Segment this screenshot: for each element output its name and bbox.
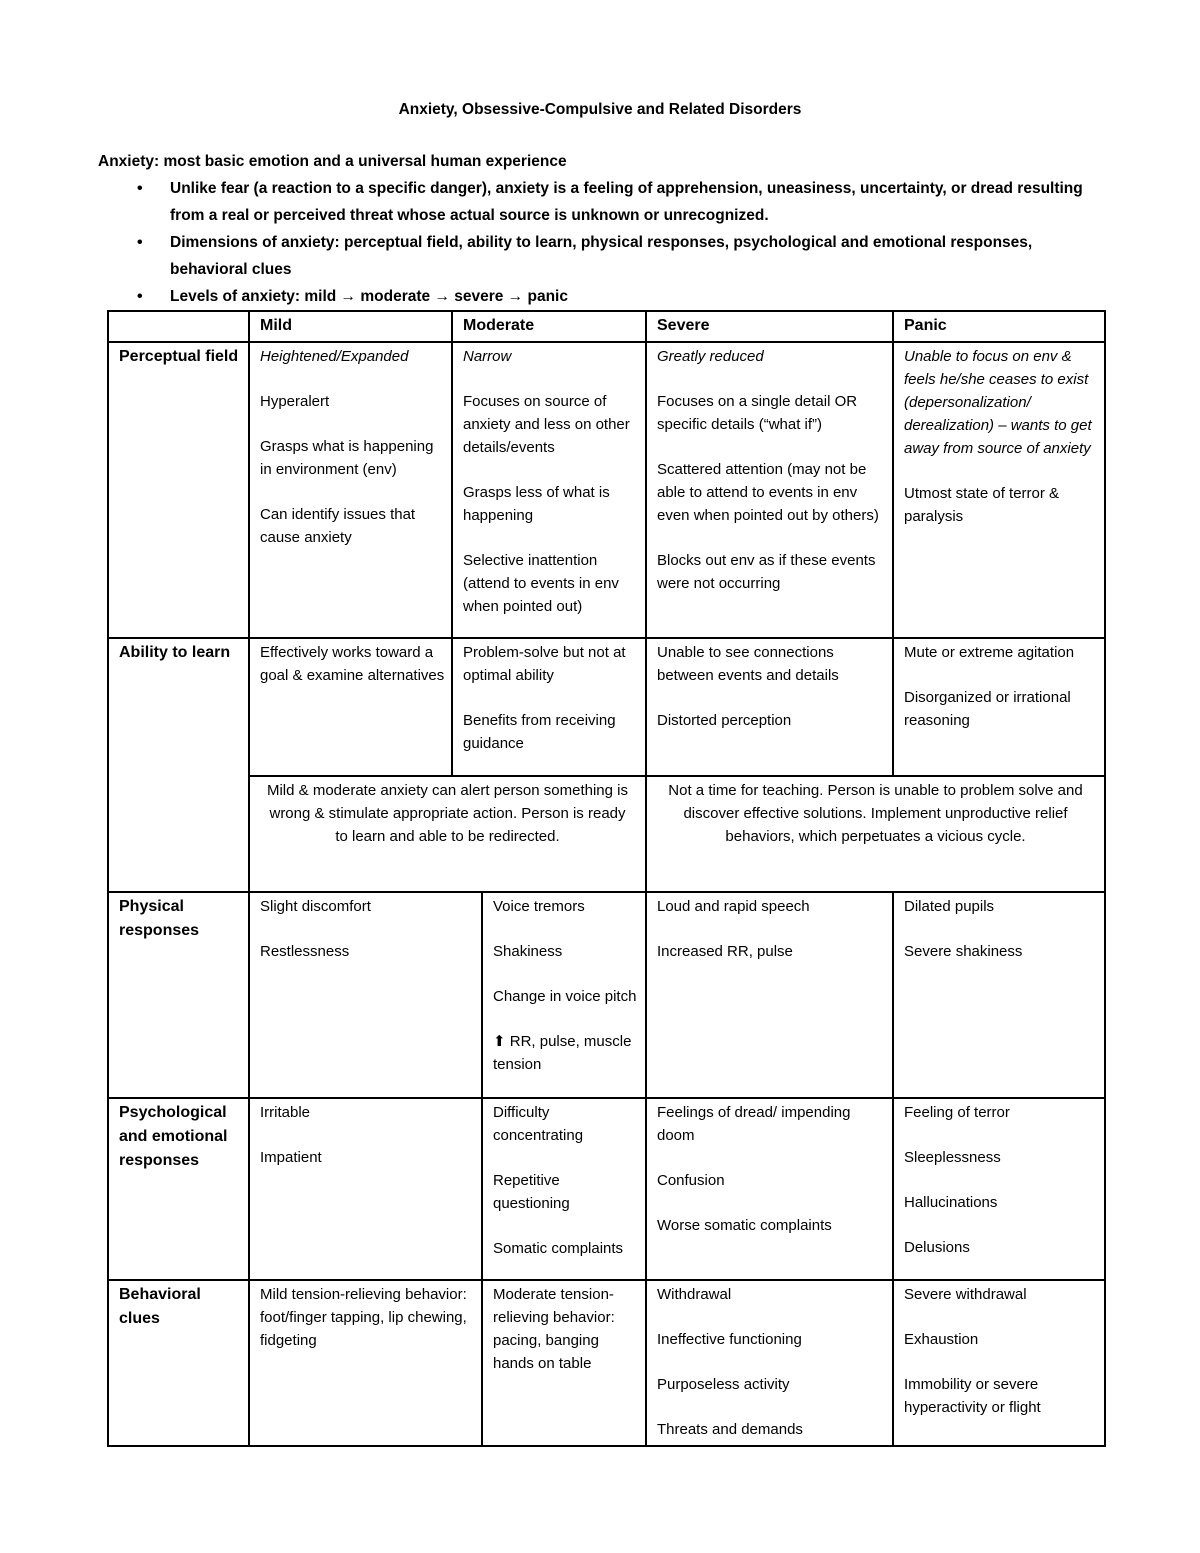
behavior-mild-item: Mild tension-relieving behavior: foot/finger tapping, lip chewing, fidgeting [260,1286,467,1349]
physical-severe-item: Increased RR, pulse [657,943,793,960]
anxiety-levels-table [107,310,1106,1447]
perceptual-severe [646,342,893,638]
bullet-fear-vs-anxiety: • Unlike fear (a reaction to a specific danger), anxiety is a feeling of apprehension, uneasiness, uncertainty, or dread resulting from a real or perceived threat whose actual source is unknown or unrecognized. [170,175,1108,229]
perceptual-moderate-item: Focuses on source of anxiety and less on other details/events [463,393,630,456]
perceptual-moderate-item: Grasps less of what is happening [463,484,610,524]
behavior-severe [646,1280,893,1446]
row-perceptual-field [108,342,1105,638]
learn-note-severe-panic [646,776,1105,892]
row-learn-notes [108,776,1105,892]
physical-mild-item: Slight discomfort [260,898,371,915]
bullet-levels: • Levels of anxiety: mild → moderate → severe → panic [170,283,1108,310]
perceptual-moderate-item: Selective inattention (attend to events in env when pointed out) [463,552,619,615]
psych-severe [646,1098,893,1280]
psych-severe-item: Worse somatic complaints [657,1217,832,1234]
psych-panic-item: Delusions [904,1239,970,1256]
page-title: Anxiety, Obsessive-Compulsive and Related Disorders [398,101,802,118]
behavior-mild [249,1280,482,1446]
learn-panic-item: Disorganized or irrational reasoning [904,689,1071,729]
physical-panic-item: Severe shakiness [904,943,1023,960]
header-mild: Mild [249,311,452,342]
row-behavioral-clues [108,1280,1105,1446]
perceptual-panic [893,342,1105,638]
learn-severe-item: Unable to see connections between events and details [657,644,839,684]
physical-moderate-item: Voice tremors [493,898,585,915]
psych-mild-item: Irritable [260,1104,311,1121]
bullet-dimensions: • Dimensions of anxiety: perceptual field, ability to learn, physical responses, psychological and emotional responses, behavioral clues [170,229,1108,283]
perceptual-severe-item: Blocks out env as if these events were not occurring [657,552,876,592]
learn-moderate-item: Problem-solve but not at optimal ability [463,644,626,684]
psych-moderate [482,1098,646,1280]
physical-moderate-item: Change in voice pitch [493,988,637,1005]
behavior-panic-item: Exhaustion [904,1331,979,1348]
header-severe: Severe [646,311,893,342]
perceptual-mild-heading: Heightened/Expanded [260,348,409,365]
intro-bullet-list [98,175,1108,310]
learn-severe [646,638,893,776]
header-moderate: Moderate [452,311,646,342]
physical-moderate [482,892,646,1098]
table-header-row [108,311,1105,342]
psych-mild [249,1098,482,1280]
anxiety-definition: Anxiety: most basic emotion and a universal human experience [98,153,567,170]
behavior-severe-item: Purposeless activity [657,1376,790,1393]
perceptual-panic-item: Utmost state of terror & paralysis [904,485,1060,525]
psych-moderate-item: Repetitive questioning [493,1172,570,1212]
learn-panic [893,638,1105,776]
behavior-severe-item: Ineffective functioning [657,1331,802,1348]
psych-panic [893,1098,1105,1280]
learn-mild-item: Effectively works toward a goal & examine alternatives [260,644,445,684]
psych-severe-item: Feelings of dread/ impending doom [657,1104,851,1144]
psych-panic-item: Hallucinations [904,1194,998,1211]
physical-severe [646,892,893,1098]
psych-moderate-item: Difficulty concentrating [493,1104,584,1144]
behavior-severe-item: Withdrawal [657,1286,732,1303]
learn-moderate [452,638,646,776]
behavior-moderate-item: Moderate tension-relieving behavior: pacing, banging hands on table [493,1286,615,1372]
intro-section [98,148,1108,310]
perceptual-moderate-heading: Narrow [463,348,512,365]
behavior-panic-item: Immobility or severe hyperactivity or flight [904,1376,1041,1416]
row-physical-responses [108,892,1105,1098]
learn-note-left-text: Mild & moderate anxiety can alert person something is wrong & stimulate appropriate action. Person is ready to learn and able to be redirected. [266,782,628,845]
learn-mild [249,638,452,776]
physical-severe-item: Loud and rapid speech [657,898,810,915]
row-label-physical: Physical responses [108,892,249,1098]
perceptual-mild-item: Can identify issues that cause anxiety [260,506,416,546]
learn-panic-item: Mute or extreme agitation [904,644,1075,661]
psych-severe-item: Confusion [657,1172,725,1189]
behavior-panic-item: Severe withdrawal [904,1286,1027,1303]
row-label-learn: Ability to learn [108,638,249,892]
psych-panic-item: Sleeplessness [904,1149,1001,1166]
perceptual-mild-item: Hyperalert [260,393,330,410]
physical-panic-item: Dilated pupils [904,898,995,915]
perceptual-moderate [452,342,646,638]
row-label-behavioral: Behavioral clues [108,1280,249,1446]
physical-panic [893,892,1105,1098]
perceptual-mild [249,342,452,638]
header-panic: Panic [893,311,1105,342]
physical-mild [249,892,482,1098]
behavior-moderate [482,1280,646,1446]
learn-note-mild-moderate [249,776,646,892]
psych-mild-item: Impatient [260,1149,322,1166]
perceptual-severe-item: Focuses on a single detail OR specific details (“what if”) [657,393,858,433]
row-label-perceptual: Perceptual field [108,342,249,638]
physical-moderate-item: ⬆ RR, pulse, muscle tension [493,1033,632,1073]
behavior-panic [893,1280,1105,1446]
behavior-severe-item: Threats and demands [657,1421,803,1438]
perceptual-severe-item: Scattered attention (may not be able to attend to events in env even when pointed out by others) [657,461,879,524]
physical-moderate-item: Shakiness [493,943,563,960]
physical-mild-item: Restlessness [260,943,350,960]
learn-severe-item: Distorted perception [657,712,792,729]
row-label-psychological: Psychological and emotional responses [108,1098,249,1280]
row-ability-to-learn [108,638,1105,776]
learn-moderate-item: Benefits from receiving guidance [463,712,616,752]
perceptual-panic-heading: Unable to focus on env & feels he/she ceases to exist (depersonalization/ derealization) – wants to get away from source of anxiety [904,348,1092,457]
row-psychological-responses [108,1098,1105,1280]
perceptual-severe-heading: Greatly reduced [657,348,764,365]
psych-panic-item: Feeling of terror [904,1104,1010,1121]
header-blank [108,311,249,342]
psych-moderate-item: Somatic complaints [493,1240,624,1257]
perceptual-mild-item: Grasps what is happening in environment (env) [260,438,434,478]
learn-note-right-text: Not a time for teaching. Person is unable to problem solve and discover effective solutions. Implement unproductive relief behaviors, which perpetuates a vicious cycle. [668,782,1083,845]
